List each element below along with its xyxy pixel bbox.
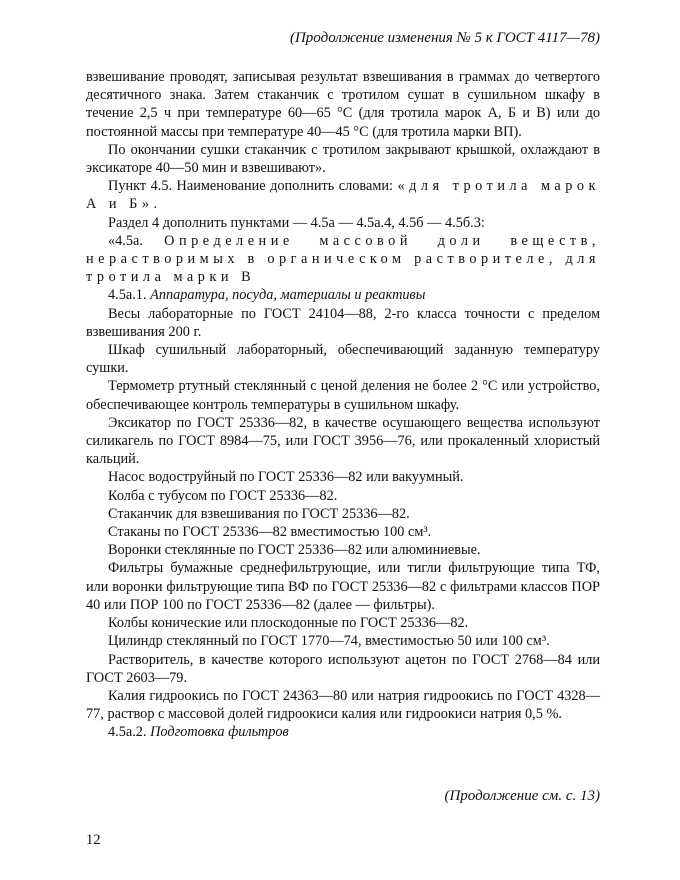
spaced-phrase: «для тротила марок А и Б». <box>86 178 600 213</box>
paragraph: Весы лабораторные по ГОСТ 24104—88, 2-го класса точности с пределом взвешивания 200 г. <box>86 305 600 340</box>
paragraph: Термометр ртутный стеклянный с ценой деления не более 2 °С или устройство, обеспечивающее контроль температуры в сушильном шкафу. <box>86 378 600 413</box>
section-heading <box>86 232 600 287</box>
subsection-heading <box>86 723 600 741</box>
paragraph: Шкаф сушильный лабораторный, обеспечивающий заданную температуру сушки. <box>86 342 600 377</box>
subsection-number: 4.5а.1. <box>108 287 147 304</box>
paragraph-text: Пункт 4.5. Наименование дополнить словами: <box>108 178 393 195</box>
document-body <box>86 68 600 742</box>
section-number: «4.5а. <box>108 232 143 249</box>
paragraph: Фильтры бумажные среднефильтрующие, или тигли фильтрующие типа ТФ, или воронки фильтрующие типа ВФ по ГОСТ 25336—82 с фильтрами классов ПОР 40 или ПОР 100 по ГОСТ 25336—82 (далее — фильтры). <box>86 560 600 613</box>
subsection-heading <box>86 286 600 304</box>
paragraph: Воронки стеклянные по ГОСТ 25336—82 или алюминиевые. <box>108 542 481 559</box>
paragraph: Растворитель, в качестве которого используют ацетон по ГОСТ 2768—84 или ГОСТ 2603—79. <box>86 651 600 686</box>
paragraph: Насос водоструйный по ГОСТ 25336—82 или вакуумный. <box>108 469 464 486</box>
subsection-number: 4.5а.2. <box>108 724 147 741</box>
paragraph: взвешивание проводят, записывая результат взвешивания в граммах до четвертого десятичного знака. Затем стаканчик с тротилом сушат в сушильном шкафу в течение 2,5 ч при температуре 60—65 °С (для тротила марок А, Б и В) или до постоянной массы при температуре 40—45 °С (для тротила марки ВП). <box>86 69 600 140</box>
paragraph: Эксикатор по ГОСТ 25336—82, в качестве осушающего вещества используют силикагель по ГОСТ 8984—75, или ГОСТ 3956—76, или прокаленный хлористый кальций. <box>86 414 600 468</box>
paragraph <box>86 177 600 213</box>
subsection-title: Подготовка фильтров <box>150 724 289 741</box>
paragraph: Калия гидроокись по ГОСТ 24363—80 или натрия гидроокись по ГОСТ 4328—77, раствор с массовой долей гидроокиси калия или гидроокиси натрия 0,5 %. <box>86 687 600 723</box>
page-number: 12 <box>86 832 101 848</box>
paragraph: Колбы конические или плоскодонные по ГОСТ 25336—82. <box>108 615 469 632</box>
subsection-title: Аппаратура, посуда, материалы и реактивы <box>150 287 426 304</box>
paragraph: По окончании сушки стаканчик с тротилом закрывают крышкой, охлаждают в эксикаторе 40—50 мин и взвешивают». <box>86 141 600 177</box>
paragraph: Раздел 4 дополнить пунктами — 4.5а — 4.5а.4, 4.5б — 4.5б.3: <box>108 214 485 231</box>
paragraph: Колба с тубусом по ГОСТ 25336—82. <box>108 487 338 504</box>
section-title: Определение массовой доли веществ, нерастворимых в органическом растворителе, для тротила марки В <box>86 232 601 286</box>
paragraph: Стаканы по ГОСТ 25336—82 вместимостью 100 см³. <box>108 524 432 541</box>
paragraph: Стаканчик для взвешивания по ГОСТ 25336—82. <box>108 505 410 522</box>
paragraph: Цилиндр стеклянный по ГОСТ 1770—74, вместимостью 50 или 100 см³. <box>108 633 550 650</box>
running-header: (Продолжение изменения № 5 к ГОСТ 4117—78) <box>289 30 600 46</box>
continuation-note: (Продолжение см. с. 13) <box>444 788 600 804</box>
